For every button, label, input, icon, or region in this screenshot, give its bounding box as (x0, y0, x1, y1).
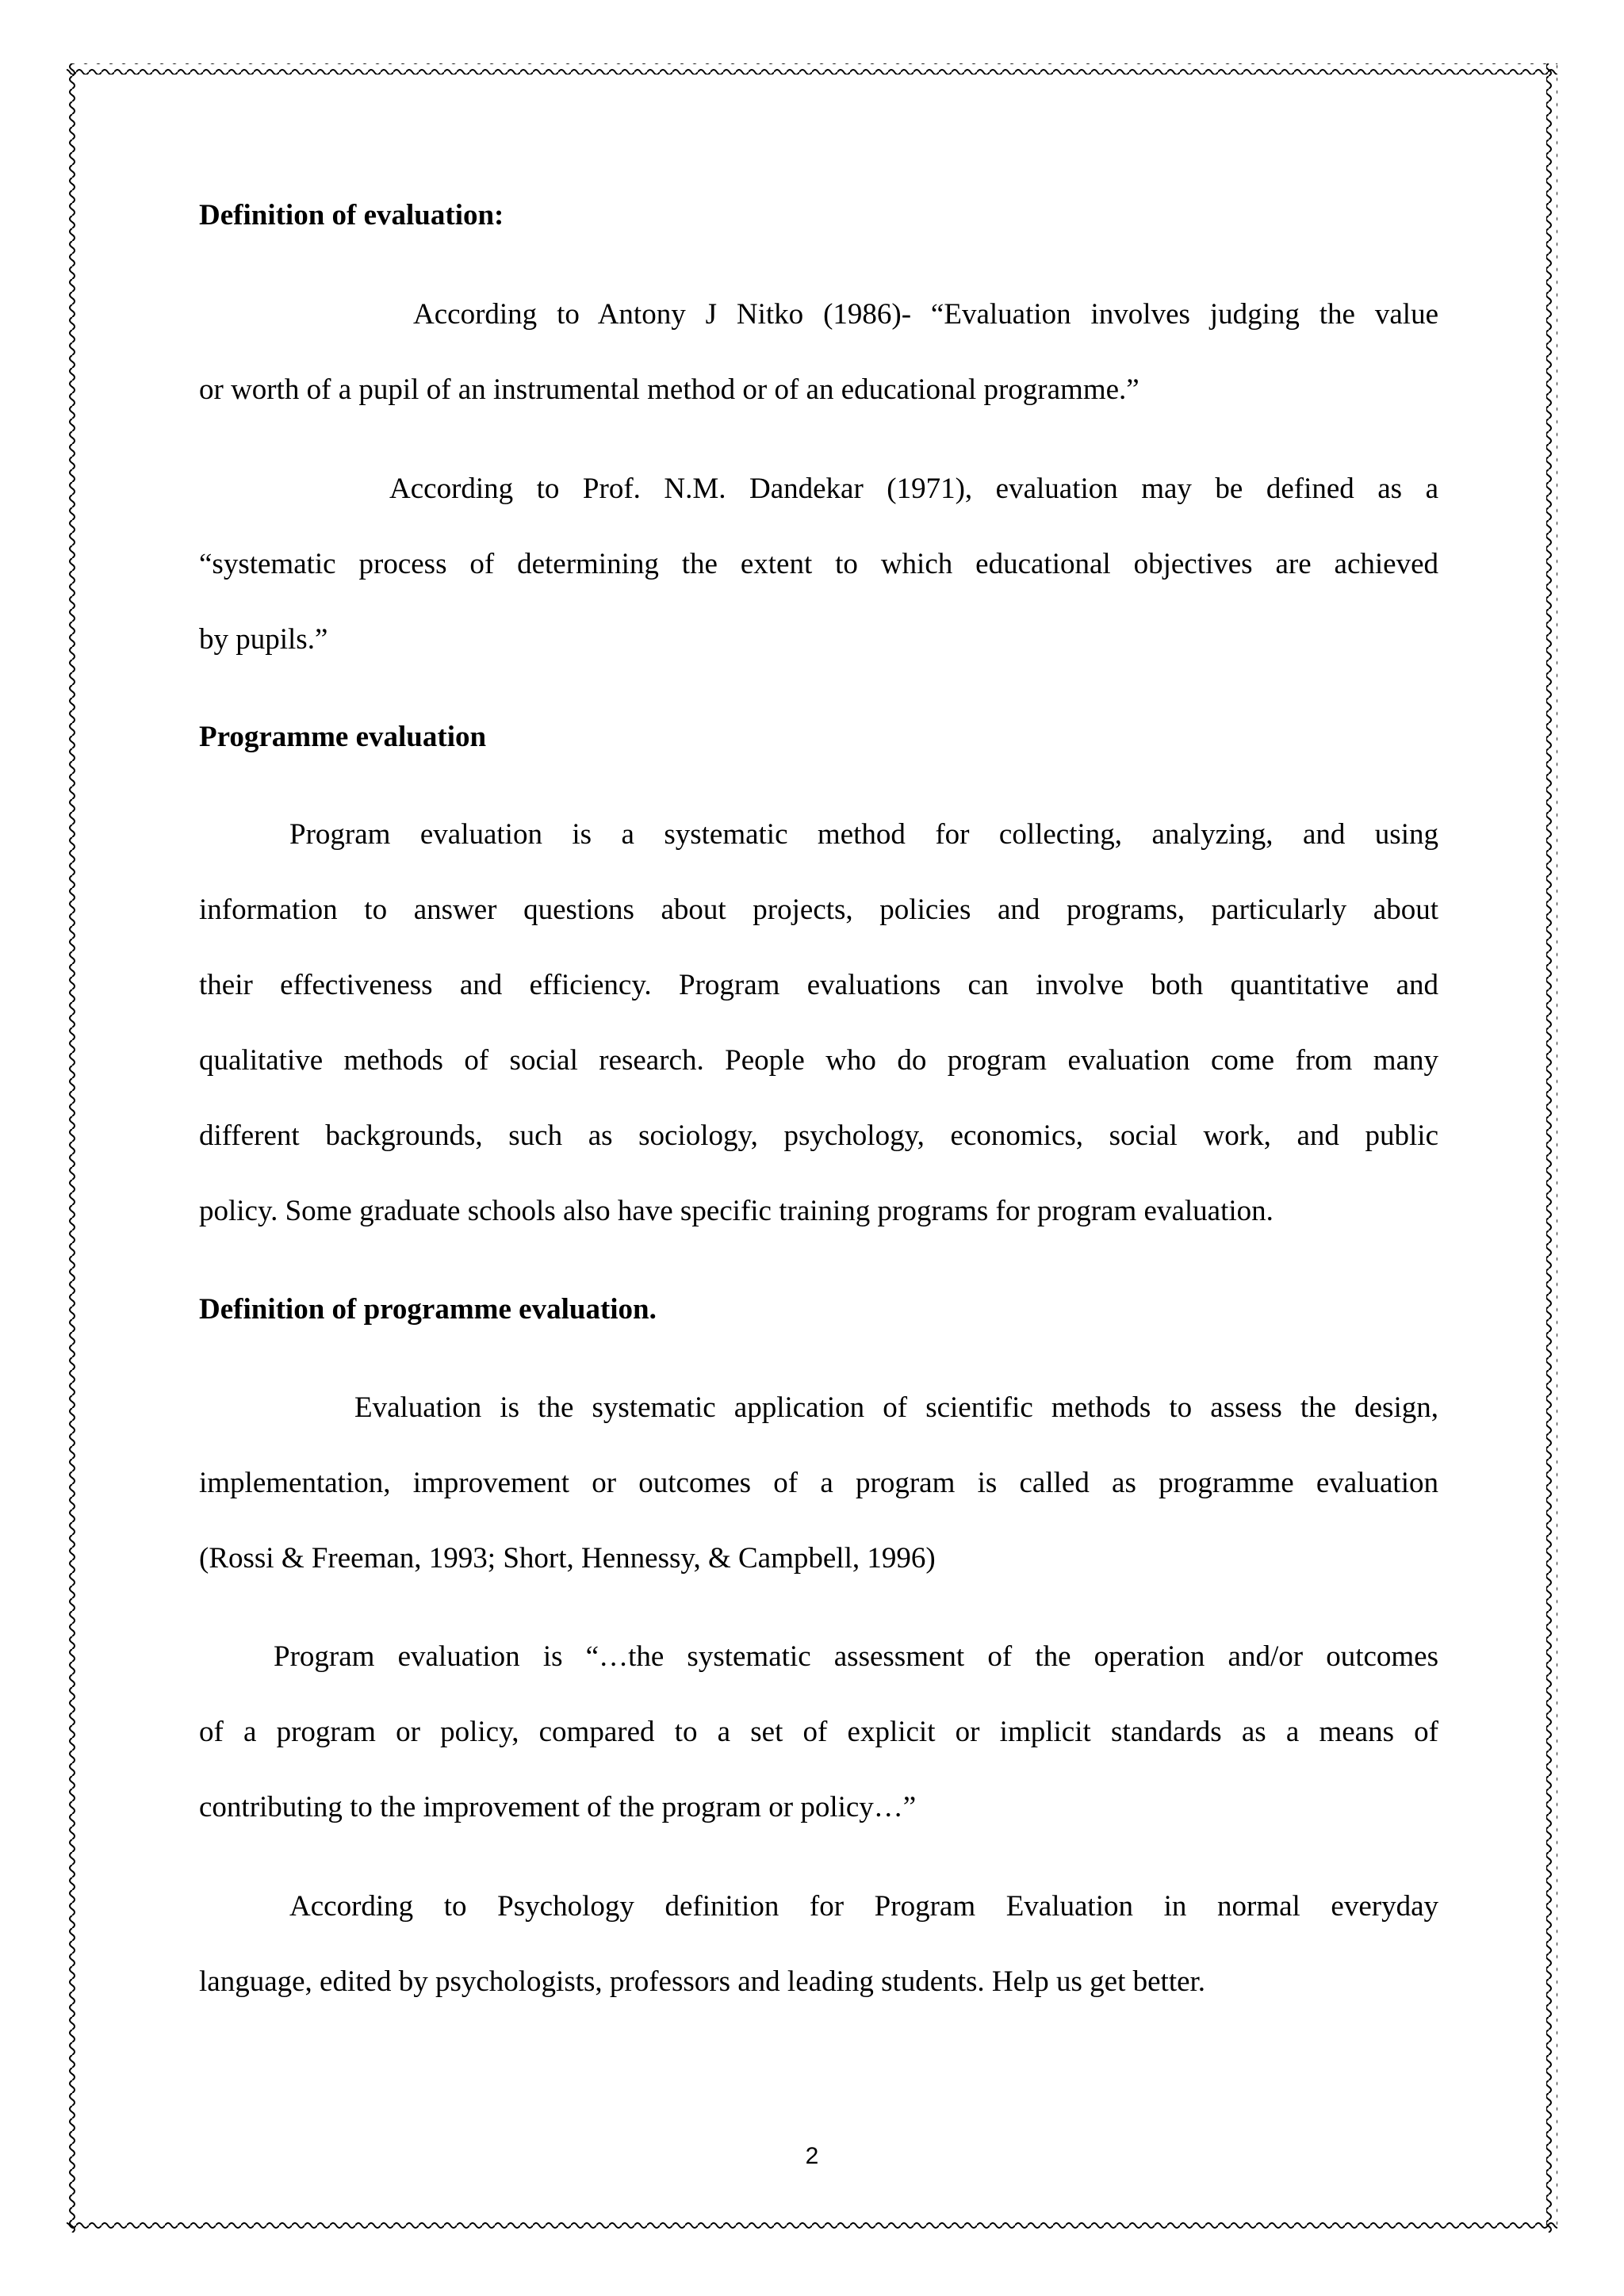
para4-line3: (Rossi & Freeman, 1993; Short, Hennessy, & Campbell, 1996) (199, 1542, 936, 1575)
para6-line1: According to Psychology definition for Program Evaluation in normal everyday (289, 1890, 1438, 1923)
heading-programme-evaluation: Programme evaluation (199, 721, 487, 753)
para4-line2: implementation, improvement or outcomes of a program is called as programme evaluation (199, 1467, 1438, 1499)
para2-line2: “systematic process of determining the extent to which educational objectives are achieved (199, 548, 1438, 580)
para2-line1: According to Prof. N.M. Dandekar (1971), evaluation may be defined as a (389, 473, 1438, 505)
heading-definition-of-programme-evaluation: Definition of programme evaluation. (199, 1293, 657, 1326)
para3-line3: their effectiveness and efficiency. Program evaluations can involve both quantitative and (199, 969, 1438, 1001)
para3-line4: qualitative methods of social research. People who do program evaluation come from many (199, 1044, 1438, 1077)
para5-line1: Program evaluation is “…the systematic assessment of the operation and/or outcomes (274, 1640, 1438, 1673)
para3-line1: Program evaluation is a systematic method for collecting, analyzing, and using (289, 818, 1438, 851)
para3-line5: different backgrounds, such as sociology, psychology, economics, social work, and public (199, 1119, 1438, 1152)
para6-line2: language, edited by psychologists, professors and leading students. Help us get better. (199, 1965, 1206, 1998)
heading-definition-of-evaluation: Definition of evaluation: (199, 199, 504, 232)
para5-line3: contributing to the improvement of the program or policy…” (199, 1791, 917, 1823)
para4-line1: Evaluation is the systematic application of scientific methods to assess the design, (354, 1391, 1438, 1424)
para3-line2: information to answer questions about projects, policies and programs, particularly about (199, 894, 1438, 926)
para1-line1: According to Antony J Nitko (1986)- “Evaluation involves judging the value (413, 298, 1438, 331)
para5-line2: of a program or policy, compared to a set of explicit or implicit standards as a means of (199, 1716, 1438, 1748)
para1-line2: or worth of a pupil of an instrumental method or of an educational programme.” (199, 373, 1139, 406)
para3-line6: policy. Some graduate schools also have specific training programs for program evaluation. (199, 1195, 1274, 1227)
para2-line3: by pupils.” (199, 623, 328, 656)
page-number: 2 (805, 2143, 819, 2169)
